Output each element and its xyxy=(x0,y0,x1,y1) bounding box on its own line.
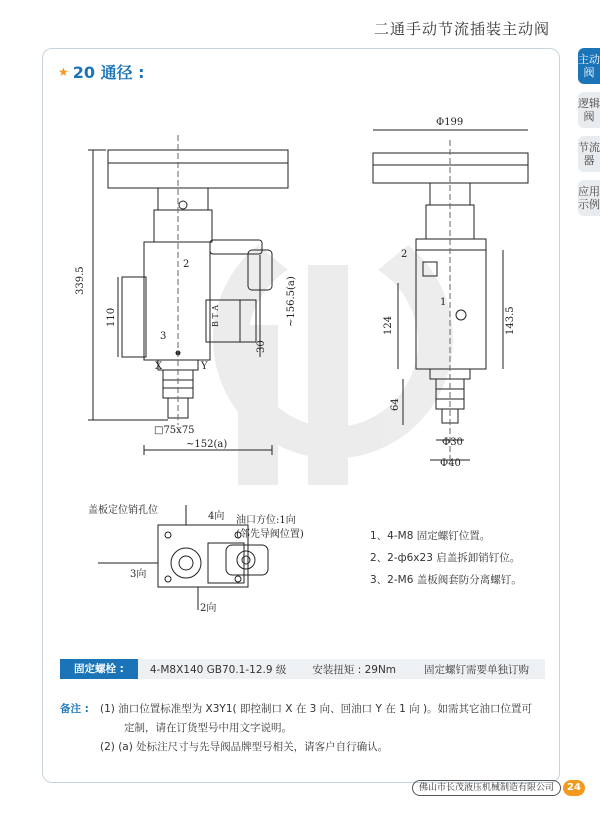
dim-143: 143.5 xyxy=(505,306,516,335)
dim-phi199: Φ199 xyxy=(436,117,464,128)
spec-label: 固定螺栓 : xyxy=(60,659,138,679)
dim-square: □75x75 xyxy=(154,425,195,436)
label-dir-4: 4向 xyxy=(208,511,225,522)
left-callout-3: 3 xyxy=(160,331,167,342)
dim-64: 64 xyxy=(390,398,401,411)
star-icon: ★ xyxy=(58,65,69,79)
label-plate-pin: 盖板定位销孔位 xyxy=(88,505,158,516)
side-tabs xyxy=(578,48,600,224)
dim-phi40: Φ40 xyxy=(440,458,461,469)
spec-bolt: 4-M8X140 GB70.1-12.9 级 xyxy=(149,663,287,676)
company-name: 佛山市长茂液压机械制造有限公司 xyxy=(412,780,561,796)
spec-torque: 安装扭矩 : 29Nm xyxy=(312,663,397,676)
dim-124: 124 xyxy=(383,315,394,335)
label-oil-dir: 油口方位:1向 xyxy=(236,515,296,526)
label-dir-3: 3向 xyxy=(130,569,147,580)
remark-line-1: (1) 油口位置标准型为 X3Y1( 即控制口 X 在 3 向、回油口 Y 在 1 向 )。如需其它油口位置可 xyxy=(100,703,533,715)
remark-line-2: (2) (a) 处标注尺寸与先导阀品牌型号相关，请客户自行确认。 xyxy=(100,741,389,753)
notes-list xyxy=(370,525,522,591)
left-callout-2: 2 xyxy=(183,259,190,270)
spec-order: 固定螺钉需要单独订购 xyxy=(424,663,530,676)
plate-text: B T A xyxy=(211,304,220,327)
remarks-label: 备注 : xyxy=(60,703,89,715)
page-header-title: 二通手动节流插装主动阀 xyxy=(373,20,550,38)
right-callout-1: 1 xyxy=(440,297,447,308)
dim-110: 110 xyxy=(106,307,117,327)
dim-152: ~152(a) xyxy=(186,439,228,450)
spec-bar xyxy=(60,659,545,679)
tab-logic-valve[interactable]: 逻辑阀 xyxy=(578,92,600,128)
note-item: 3、2-M6 盖板阀套防分离螺钉。 xyxy=(370,574,522,586)
dim-339: 339.5 xyxy=(75,266,86,295)
remark-line-1b: 定制，请在订货型号中用文字说明。 xyxy=(124,722,292,734)
tab-application[interactable]: 应用示例 xyxy=(578,180,600,216)
page-number: 24 xyxy=(563,780,585,796)
tab-active-valve[interactable]: 主动阀 xyxy=(578,48,600,84)
dim-phi30: Φ30 xyxy=(442,437,463,448)
dim-30: 30 xyxy=(256,340,267,353)
section-title xyxy=(58,60,145,83)
label-dir-2: 2向 xyxy=(200,603,217,614)
footer xyxy=(412,780,585,796)
note-item: 2、2-ф6x23 启盖拆卸销钉位。 xyxy=(370,552,521,564)
right-callout-2: 2 xyxy=(401,249,408,260)
watermark-logo xyxy=(213,245,453,485)
note-item: 1、4-M8 固定螺钉位置。 xyxy=(370,530,491,542)
dim-156: ~156.5(a) xyxy=(286,276,297,327)
port-y: Y xyxy=(201,361,208,372)
port-x: X xyxy=(155,361,163,372)
tab-throttle[interactable]: 节流器 xyxy=(578,136,600,172)
label-oil-dir-2: (邻先导阀位置) xyxy=(236,529,304,540)
section-title-text: 20 通径 : xyxy=(72,63,145,82)
